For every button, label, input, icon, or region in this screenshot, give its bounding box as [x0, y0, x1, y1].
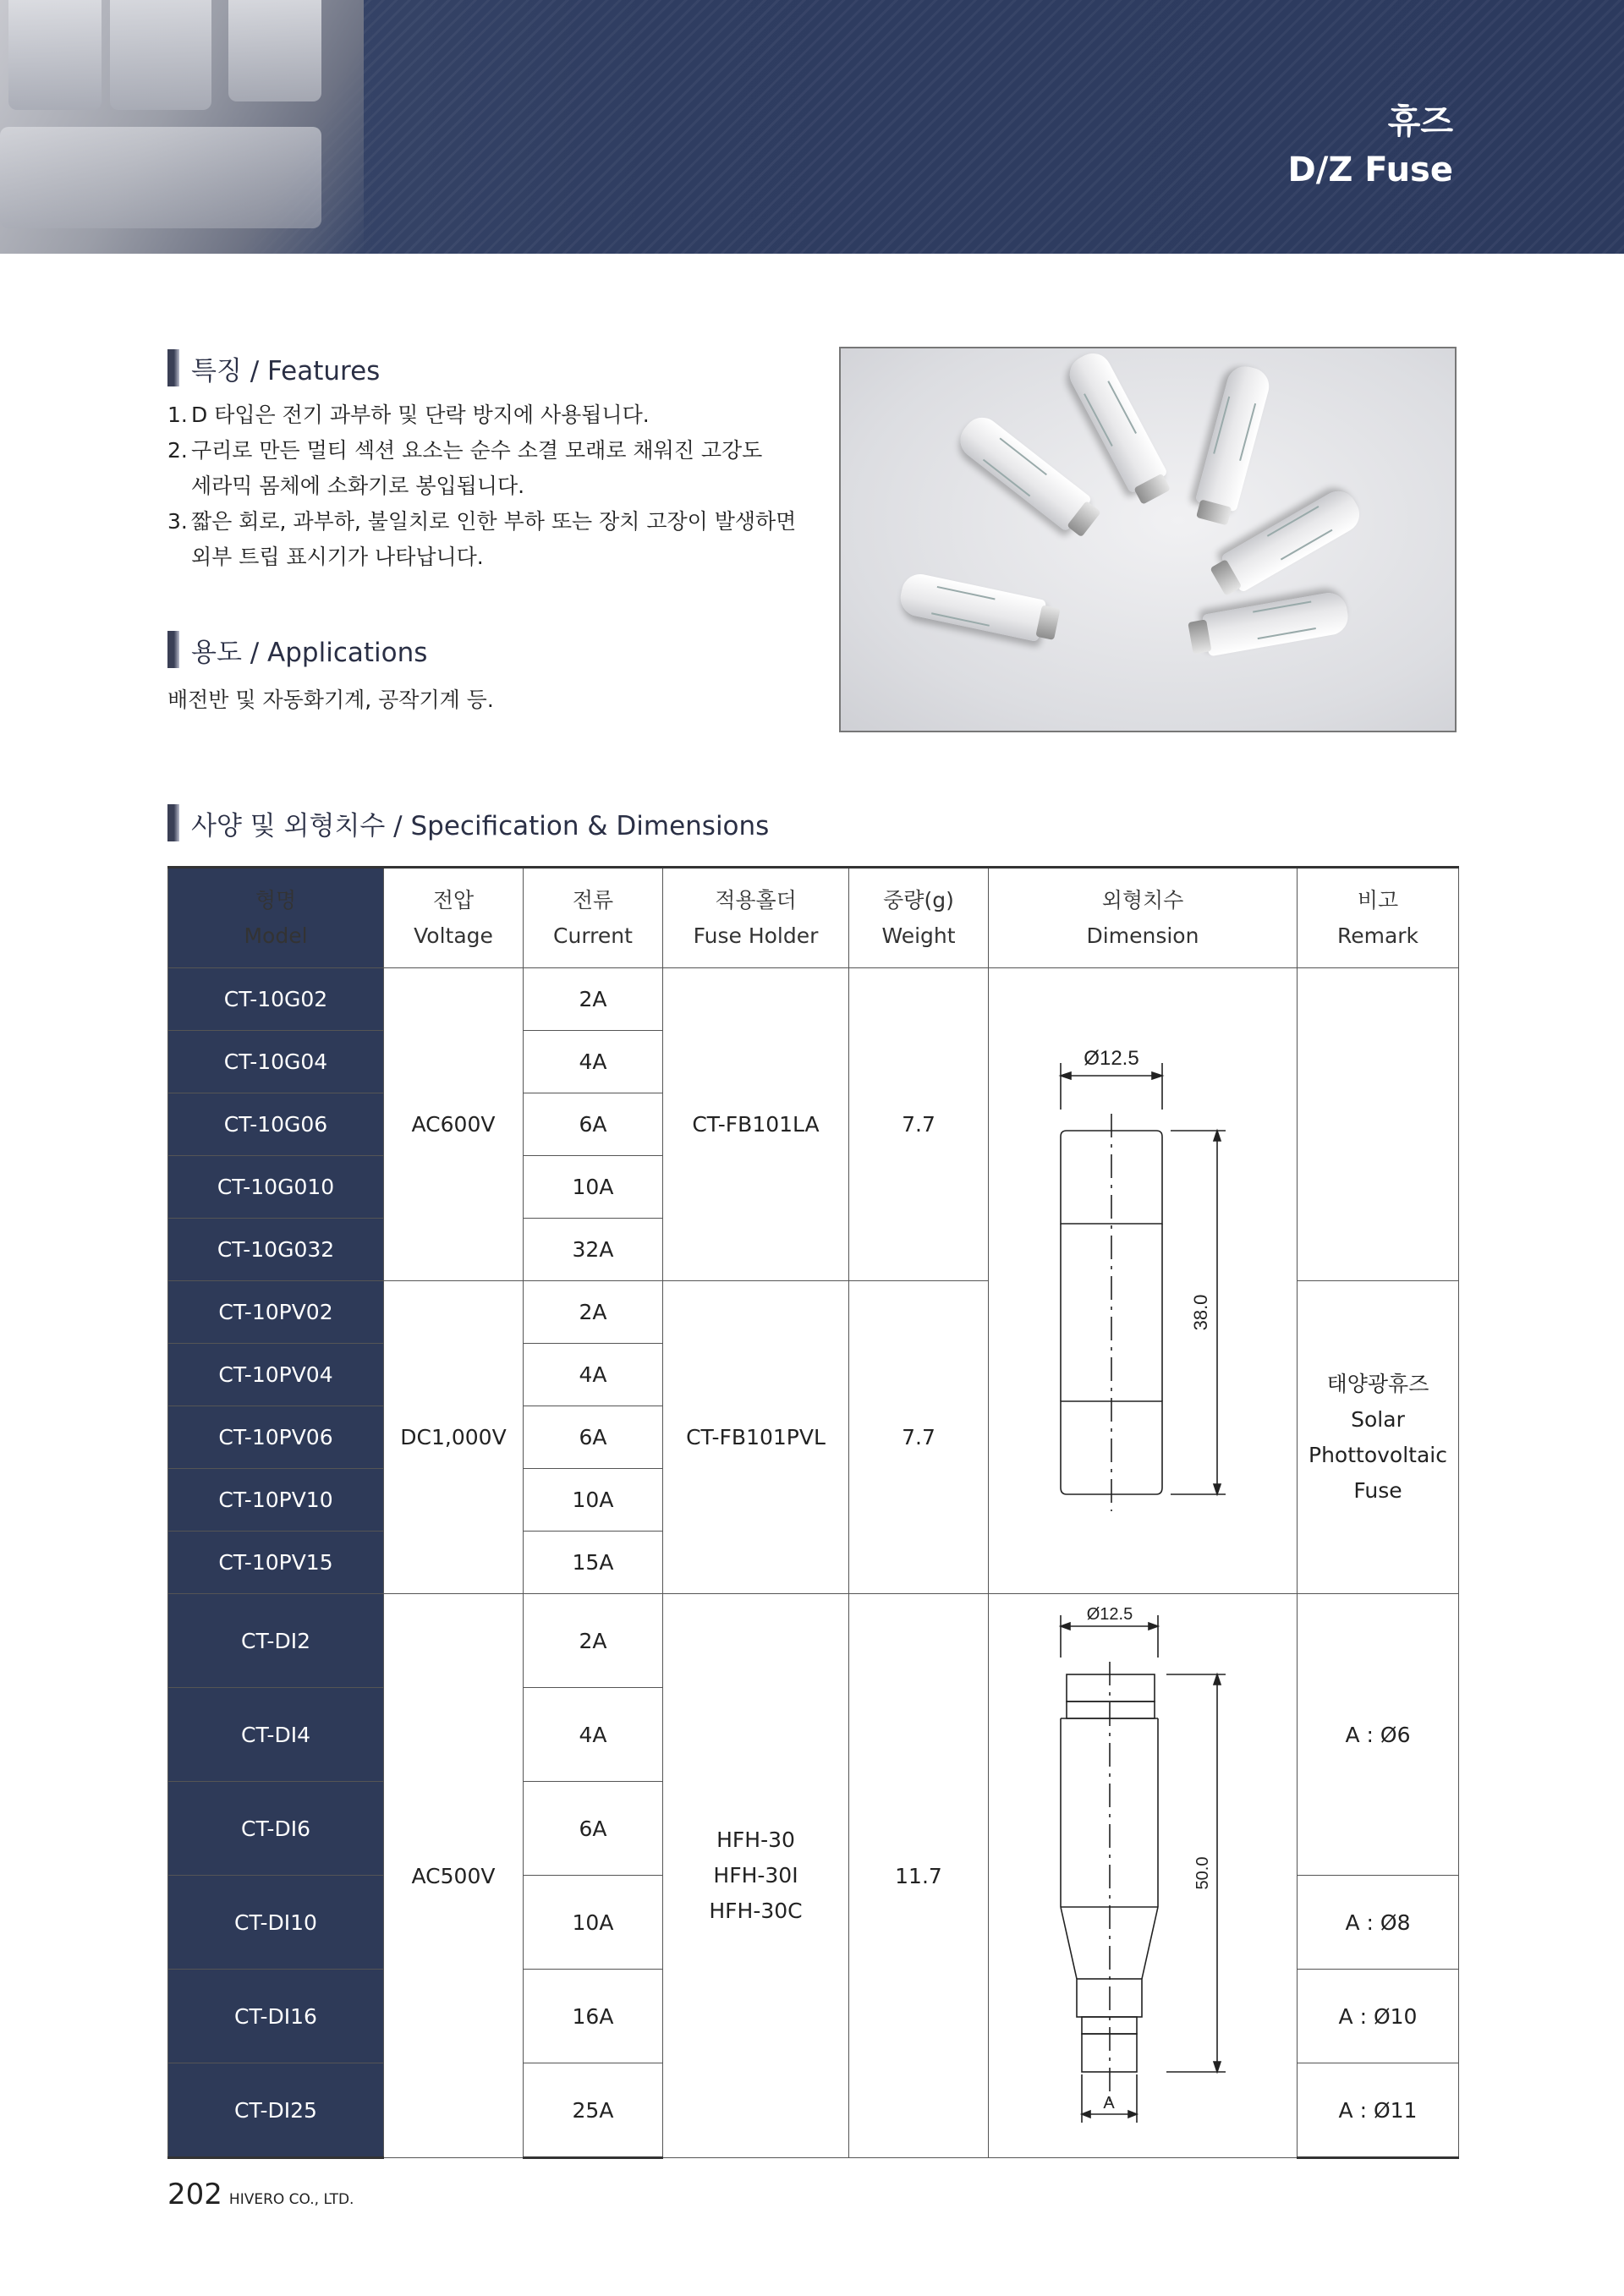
model-cell: CT-DI6	[168, 1782, 384, 1876]
holder-cell: CT-FB101LA	[663, 968, 849, 1281]
column-header-dimension: 외형치수 Dimension	[989, 868, 1298, 968]
current-cell: 6A	[524, 1782, 663, 1876]
column-header-remark: 비고 Remark	[1298, 868, 1459, 968]
model-cell: CT-10PV10	[168, 1469, 384, 1532]
section-marker	[167, 804, 179, 841]
spec-heading-text: 사양 및 외형치수 / Specification & Dimensions	[191, 810, 770, 841]
feature-number: 3.	[167, 509, 188, 534]
feature-item	[167, 433, 810, 504]
dimension-drawing-d-type	[989, 1594, 1298, 2158]
remark-cell	[1298, 1281, 1459, 1594]
current-cell: 16A	[524, 1970, 663, 2063]
fuse-holder-photo	[0, 0, 364, 254]
column-header-holder: 적용홀더 Fuse Holder	[663, 868, 849, 968]
page-footer	[167, 2178, 354, 2211]
model-cell: CT-10PV15	[168, 1532, 384, 1594]
current-cell: 4A	[524, 1344, 663, 1406]
holder-cell	[663, 1594, 849, 2158]
feature-number: 1.	[167, 403, 188, 427]
current-cell: 25A	[524, 2063, 663, 2158]
diameter-label: Ø12.5	[1086, 1605, 1133, 1624]
column-header-voltage: 전압 Voltage	[384, 868, 524, 968]
length-label: 50.0	[1193, 1856, 1212, 1890]
table-row	[168, 1594, 1459, 1688]
weight-cell: 7.7	[849, 1281, 989, 1594]
remark-line: Solar	[1351, 1406, 1405, 1432]
current-cell: 10A	[524, 1469, 663, 1532]
model-cell: CT-10G032	[168, 1219, 384, 1281]
product-photo	[839, 347, 1457, 732]
diameter-label: Ø12.5	[1084, 1046, 1139, 1070]
section-marker	[167, 349, 179, 386]
remark-cell	[1298, 968, 1459, 1281]
company-name: HIVERO CO., LTD.	[228, 2191, 354, 2208]
current-cell: 32A	[524, 1219, 663, 1281]
current-cell: 10A	[524, 1876, 663, 1970]
feature-item	[167, 397, 810, 433]
current-cell: 6A	[524, 1093, 663, 1156]
voltage-cell: DC1,000V	[384, 1281, 524, 1594]
current-cell: 15A	[524, 1532, 663, 1594]
weight-cell: 11.7	[849, 1594, 989, 2158]
feature-text: D 타입은 전기 과부하 및 단락 방지에 사용됩니다.	[191, 403, 650, 427]
remark-cell: A : Ø8	[1298, 1876, 1459, 1970]
length-label: 38.0	[1190, 1294, 1211, 1330]
model-cell: CT-DI25	[168, 2063, 384, 2158]
current-cell: 4A	[524, 1688, 663, 1782]
page-number: 202	[167, 2178, 222, 2211]
model-cell: CT-DI2	[168, 1594, 384, 1688]
section-marker	[167, 631, 179, 668]
applications-heading	[167, 628, 427, 671]
model-cell: CT-10G02	[168, 968, 384, 1031]
features-list	[167, 397, 810, 575]
remark-cell: A : Ø6	[1298, 1594, 1459, 1876]
holder-line: HFH-30	[716, 1827, 795, 1852]
feature-item	[167, 504, 810, 575]
model-cell: CT-10G010	[168, 1156, 384, 1219]
column-header-model: 형명 Model	[168, 868, 384, 968]
drawing-cylindrical-fuse	[989, 970, 1298, 1587]
model-cell: CT-DI10	[168, 1876, 384, 1970]
header-banner	[0, 0, 1624, 254]
weight-cell: 7.7	[849, 968, 989, 1281]
spec-table	[167, 866, 1459, 2159]
remark-line: Fuse	[1353, 1477, 1402, 1503]
a-dimension-label: A	[1103, 2094, 1115, 2112]
holder-cell: CT-FB101PVL	[663, 1281, 849, 1594]
model-cell: CT-10G06	[168, 1093, 384, 1156]
model-cell: CT-10PV02	[168, 1281, 384, 1344]
remark-cell: A : Ø11	[1298, 2063, 1459, 2158]
dimension-drawing-cylindrical	[989, 968, 1298, 1594]
remark-line: Phottovoltaic	[1309, 1442, 1447, 1467]
feature-text: 짧은 회로, 과부하, 불일치로 인한 부하 또는 장치 고장이 발생하면 외부 트립 표시기가 나타납니다.	[191, 509, 797, 569]
applications-text: 배전반 및 자동화기계, 공작기계 등.	[167, 688, 494, 712]
feature-number: 2.	[167, 438, 188, 463]
model-cell: CT-10PV04	[168, 1344, 384, 1406]
features-heading-text: 특징 / Features	[191, 355, 381, 386]
model-cell: CT-DI16	[168, 1970, 384, 2063]
spec-heading	[167, 802, 769, 844]
current-cell: 2A	[524, 1594, 663, 1688]
voltage-cell: AC600V	[384, 968, 524, 1281]
model-cell: CT-10PV06	[168, 1406, 384, 1469]
features-heading	[167, 347, 380, 389]
current-cell: 2A	[524, 968, 663, 1031]
page-title-korean: 휴즈	[1387, 102, 1453, 141]
holder-line: HFH-30C	[709, 1899, 803, 1923]
current-cell: 2A	[524, 1281, 663, 1344]
remark-line: 태양광휴즈	[1326, 1371, 1429, 1396]
current-cell: 4A	[524, 1031, 663, 1093]
current-cell: 10A	[524, 1156, 663, 1219]
remark-cell: A : Ø10	[1298, 1970, 1459, 2063]
feature-text: 구리로 만든 멀티 섹션 요소는 순수 소결 모래로 채워진 고강도 세라믹 몸체에 소화기로 봉입됩니다.	[191, 438, 763, 498]
drawing-d-type-fuse	[989, 1594, 1298, 2152]
model-cell: CT-10G04	[168, 1031, 384, 1093]
voltage-cell: AC500V	[384, 1594, 524, 2158]
current-cell: 6A	[524, 1406, 663, 1469]
model-cell: CT-DI4	[168, 1688, 384, 1782]
holder-line: HFH-30I	[713, 1863, 798, 1888]
page-title-english: D/Z Fuse	[1287, 151, 1453, 189]
table-row	[168, 968, 1459, 1031]
column-header-current: 전류 Current	[524, 868, 663, 968]
column-header-weight: 중량(g) Weight	[849, 868, 989, 968]
applications-heading-text: 용도 / Applications	[191, 637, 428, 668]
